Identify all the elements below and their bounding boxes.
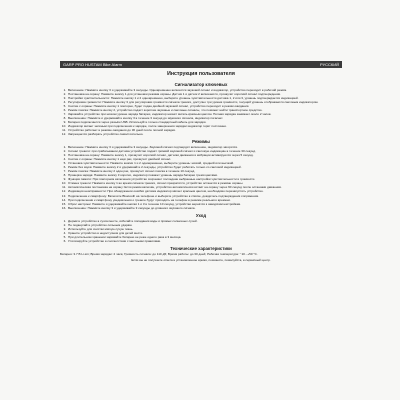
list-item: 1. Держите устройство в сухом месте, избегайте попадания воды и прямых солнечных лучей.	[67, 220, 342, 223]
list-item: 11. Устройство работает в режиме ожидания до 30 дней после полной зарядки.	[67, 129, 342, 132]
alarm-list	[60, 146, 342, 210]
list-item: 3. Настройки чувствительности: Нажмите кнопку 1 и 2 одновременно, выберите уровень чувствительности датчика 1, 2 или 3, уровень подтверждается индикацией.	[67, 97, 342, 100]
list-item: 2. Не подвергайте устройство сильным ударам.	[67, 224, 342, 227]
list-item: 7. Заряжайте устройство при низком уровне заряда батареи, индикатор начнёт мигать красным цветом. Полная зарядка занимает около 2 часов.	[67, 113, 342, 116]
list-item: 12. Запрещается разбирать устройство самостоятельно.	[67, 133, 342, 136]
list-item: 3. Используйте для очистки мягкую сухую ткань.	[67, 228, 342, 231]
section-title-basic: Сигнализатор ключевых	[174, 82, 228, 87]
brand-name: GARP PRO HUSTAM Bike Alarm	[63, 62, 122, 67]
list-item: 10. Индикатор мигает зелёным при подключении к зарядке, после завершения зарядки индикатор горит постоянно.	[67, 125, 342, 128]
list-item: 4. Снятие с охраны: Нажмите кнопку 1 ещё раз, прозвучит двойной сигнал.	[67, 158, 342, 161]
list-item: 6. Утилизируйте устройство в соответствии с местными правилами.	[67, 240, 342, 243]
document-title: Инструкция пользователя	[167, 71, 235, 77]
list-item: 5. Установка чувствительности: Нажмите кнопки 1 и 2 одновременно, выберите уровень: низкий, средний или высокий.	[67, 162, 342, 165]
list-item: 3. Постановка на охрану: Нажмите кнопку 1, прозвучит короткий сигнал, датчики движения и вибрации активируются через 5 секунд.	[67, 154, 342, 157]
care-list	[60, 220, 342, 244]
section-title-specs: Технические характеристики	[170, 246, 232, 252]
list-item: 14. При подключении к смартфону уведомления о тревоге будут приходить на телефон в режиме реального времени.	[67, 199, 342, 202]
list-item: 2. Постановка на охрану: Нажмите кнопку 1 для установки режима охраны. Датчик 1 и датчик 2 включаются, прозвучит короткий сигнал подтверждения.	[67, 93, 342, 96]
list-item: 11. Автоматическая постановка на охрану: Если режим включён, устройство автоматически встаёт на охрану через 60 секунд после остановки движения.	[67, 186, 342, 189]
list-item: 16. Выключение: Нажмите кнопку 3 и удерживайте 3 секунды до длинного звукового сигнала.	[67, 207, 342, 210]
list-item: 6. Режим поиска: Нажмите кнопку 2, устройство подаст короткие звуковые и световые сигналы, что поможет найти транспортное средство.	[67, 109, 342, 112]
list-item: 4. Регулировка громкости: Нажмите кнопку 3 для регулировки громкости сигнала тревоги, доступно три уровня громкости, текущий уровень отображается световым индикатором.	[67, 101, 342, 104]
section-title-care: Уход	[195, 213, 207, 219]
language-label: РУССКИЙ	[320, 62, 339, 67]
list-item: 2. Сигнал тревоги: при срабатывании датчика устройство подаёт громкий звуковой сигнал и световую индикацию в течение 30 секунд.	[67, 150, 342, 153]
list-item: 10. Отмена тревоги: Нажмите кнопку 1 во время сигнала тревоги, сигнал прекратится, устройство останется в режиме охраны.	[67, 182, 342, 185]
list-item: 13. Подключение к смартфону: Включите Bluetooth на телефоне и выберите устройство в списке, дождитесь подтверждения сопряжения.	[67, 195, 342, 198]
footer-note: Если вы не получаете ответа в установленное время, позвоните, пожалуйста, в сервисный центр.	[131, 258, 271, 263]
list-item: 9. Батарея подключается через разъём USB. Используйте только стандартный кабель для зарядки.	[67, 121, 342, 124]
manual-content	[60, 71, 342, 263]
list-item: 8. Выключение: Нажмите и удерживайте кнопку 3 в течение 3 секунд до звукового сигнала, индикатор погаснет.	[67, 117, 342, 120]
list-item: 1. Включение: Нажмите кнопку 3 и удерживайте 3 секунды. Звуковой сигнал подтвердит включение, индикатор загорится.	[67, 146, 342, 149]
list-item: 5. При длительном хранении заряжайте батарею не реже одного раза в 3 месяца.	[67, 236, 342, 239]
list-item: 7. Режим поиска: Нажмите кнопку 2 один раз, прозвучит сигнал поиска в течение 10 секунд.	[67, 170, 342, 173]
list-item: 15. Сброс настроек: Нажмите и удерживайте кнопки 1 и 3 в течение 10 секунд, устройство вернётся к заводским настройкам.	[67, 203, 342, 206]
header-bar	[60, 61, 342, 68]
list-item: 4. Храните устройство в недоступном для детей месте.	[67, 232, 342, 235]
list-item: 8. Проверка заряда: Нажмите кнопку 3 коротко, индикатор покажет уровень заряда батареи тремя цветами.	[67, 174, 342, 177]
list-item: 5. Снятие с охраны: Нажмите кнопку 1 повторно, будет подан двойной звуковой сигнал, устройство переходит в режим ожидания.	[67, 105, 342, 108]
list-item: 1. Включение: Нажмите кнопку 3 и удерживайте 3 секунды. Одновременно включится звуковой сигнал и индикатор, устройство переходит в рабочий режим.	[67, 89, 342, 92]
list-item: 6. Режим без звука: Нажмите кнопку 2 и удерживайте 2 секунды, устройство будет работать только со световой индикацией.	[67, 166, 342, 169]
section-title-alarm: Режимы	[192, 139, 210, 145]
spec-text: Батарея: 3.7 В Li-ion; Время зарядки: 2 часа; Громкость сигнала: до 110 дБ; Время работы: до 30 дней; Рабочая температура: −10...+50 °C.	[60, 251, 258, 256]
list-item: 9. Функция памяти: При повторном включении устройство сохраняет последние выбранные настройки чувствительности и громкости.	[67, 178, 342, 181]
basic-list	[60, 89, 342, 137]
list-item: 12. Индикация неисправности: При обнаружении ошибки датчика индикатор мигает красным цветом, необходимо перезапустить устройство.	[67, 190, 342, 193]
